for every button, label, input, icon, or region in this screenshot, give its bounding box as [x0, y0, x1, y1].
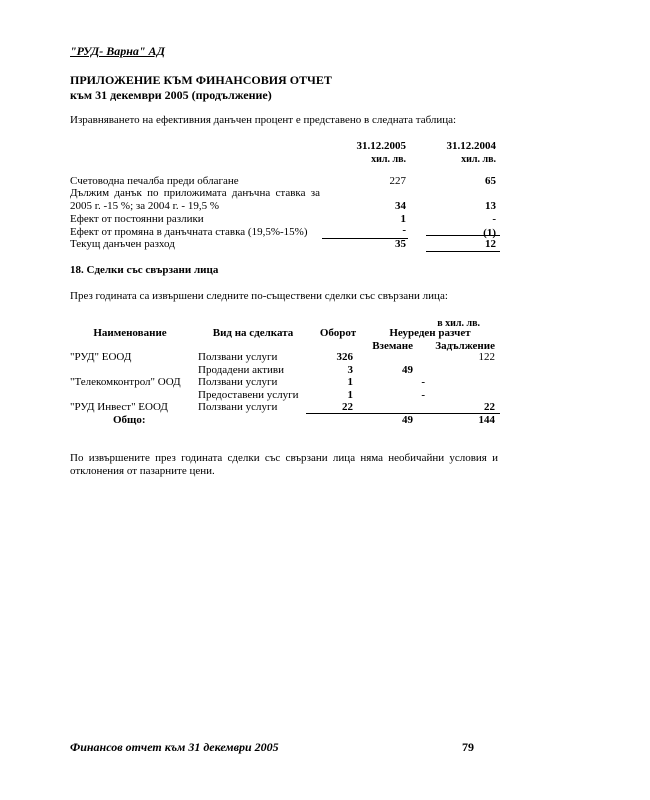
tax-row-value-2004: 65 [485, 175, 496, 187]
tax-col-header-2004: 31.12.2004 [446, 140, 496, 152]
total-rule-2004 [426, 251, 500, 252]
tax-row-label: Текущ данъчен разход [70, 238, 175, 250]
related-receivable: - [421, 389, 425, 401]
related-type: Предоставени услуги [198, 389, 299, 401]
related-turnover: 326 [336, 351, 353, 363]
related-payable: 22 [484, 401, 495, 413]
col-header-name: Наименование [93, 327, 167, 339]
company-name: "РУД- Варна" АД [70, 44, 165, 58]
related-type: Ползвани услуги [198, 401, 278, 413]
related-total-payable: 144 [478, 414, 495, 426]
related-type: Продадени активи [198, 364, 284, 376]
related-intro: През годината са извършени следните по-съществени сделки със свързани лица: [70, 290, 448, 302]
tax-unit-2004: хил. лв. [461, 154, 496, 165]
tax-row-value-2005: 227 [389, 175, 406, 187]
tax-row-value-2005: 35 [395, 238, 406, 250]
tax-row-value-2005: 1 [400, 213, 406, 225]
footer-text: Финансов отчет към 31 декември 2005 [70, 740, 279, 754]
related-turnover: 1 [347, 376, 353, 388]
tax-col-header-2005: 31.12.2005 [356, 140, 406, 152]
related-total-label: Общо: [113, 414, 146, 426]
tax-row-label: Ефект от промяна в данъчната ставка (19,5%-15%) [70, 226, 308, 238]
related-name: "Телекомконтрол" ООД [70, 376, 181, 388]
subtotal-rule-2004 [426, 235, 500, 236]
page-subtitle: към 31 декември 2005 (продължение) [70, 88, 272, 102]
related-type: Ползвани услуги [198, 376, 278, 388]
tax-row-label-continued: 2005 г. -15 %; за 2004 г. - 19,5 % [70, 200, 219, 212]
related-turnover: 3 [347, 364, 353, 376]
related-turnover: 22 [342, 401, 353, 413]
related-total-receivable: 49 [402, 414, 413, 426]
tax-row-value-2004: 13 [485, 200, 496, 212]
page-title: ПРИЛОЖЕНИЕ КЪМ ФИНАНСОВИЯ ОТЧЕТ [70, 73, 332, 87]
tax-row-value-2004: - [492, 213, 496, 225]
col-header-turnover: Оборот [319, 327, 357, 339]
tax-row-label: Ефект от постоянни разлики [70, 213, 204, 225]
col-header-payable: Задължение [435, 340, 495, 352]
related-closing-line: По извършените през годината сделки със свързани лица няма необичайни условия и [70, 452, 498, 464]
tax-row-value-2004: (1) [483, 227, 496, 239]
related-name: "РУД Инвест" ЕООД [70, 401, 168, 413]
tax-row-label: Счетоводна печалба преди облагане [70, 175, 239, 187]
related-closing-line-end: отклонения от пазарните цени. [70, 465, 215, 477]
tax-intro: Изравняването на ефективния данъчен процент е представено в следната таблица: [70, 114, 457, 126]
col-header-type: Вид на сделката [212, 327, 294, 339]
col-header-unsettled: Неуреден разчет [389, 327, 471, 339]
related-receivable: - [421, 376, 425, 388]
related-type: Ползвани услуги [198, 351, 278, 363]
related-payable: 122 [478, 351, 495, 363]
related-unit: в хил. лв. [437, 318, 480, 329]
related-receivable: 49 [402, 364, 413, 376]
col-header-receivable: Вземане [372, 340, 413, 352]
related-name: "РУД" ЕООД [70, 351, 132, 363]
page-number: 79 [462, 740, 474, 754]
tax-row-value-2005: - [402, 224, 406, 236]
tax-row-label: Дължим данък по приложимата данъчна ставка за [70, 187, 320, 199]
tax-unit-2005: хил. лв. [371, 154, 406, 165]
related-turnover: 1 [347, 389, 353, 401]
tax-row-value-2004: 12 [485, 238, 496, 250]
tax-row-value-2005: 34 [395, 200, 406, 212]
section-title: 18. Сделки със свързани лица [70, 264, 219, 276]
